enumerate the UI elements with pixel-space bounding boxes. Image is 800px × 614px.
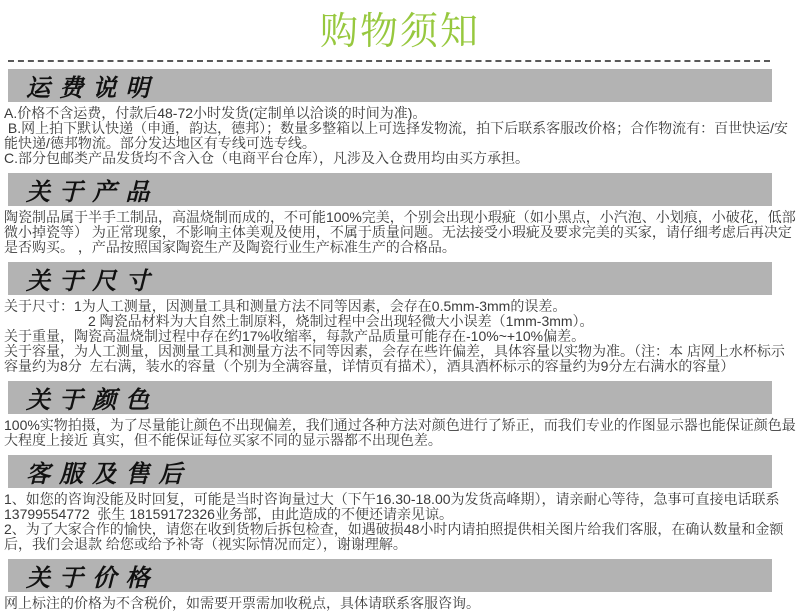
paragraph: 关于重量，陶瓷高温烧制过程中存在约17%收缩率，每款产品质量可能存在-10%~+10%偏差。: [4, 328, 586, 344]
section-price: [0, 559, 800, 611]
section-color-body: [0, 418, 800, 448]
section-service-heading: 客服及售后: [26, 462, 192, 488]
section-size-heading-bar: [8, 262, 772, 295]
paragraph: 陶瓷制品属于半手工制品，高温烧制而成的，不可能100%完美，个别会出现小瑕疵（如小黑点，小汽泡、小划痕，小破花，低部微小掉瓷等） 为正常现象，不影响主体美观及使用，不属于质量问题。无法接受小瑕疵及要求完美的买家，请仔细考虑后再决定是否购买。 ，产品按照国家陶瓷生产及陶瓷行业生产标准生产的合格品。: [4, 209, 796, 255]
paragraph: 关于尺寸：1为人工测量，因测量工具和测量方法不同等因素，会存在0.5mm-3mm的误差。: [4, 298, 567, 314]
section-product: [0, 173, 800, 255]
paragraph: 网上标注的价格为不含税价，如需要开票需加收税点，具体请联系客服咨询。: [4, 595, 480, 611]
section-price-body: [0, 596, 800, 611]
section-color-heading: 关于颜色: [26, 388, 159, 414]
section-service-heading-bar: [8, 455, 772, 488]
section-shipping-heading: 运费说明: [26, 76, 159, 102]
paragraph: 1、如您的咨询没能及时回复，可能是当时咨询量过大（下午16.30-18.00为发货高峰期），请亲耐心等待，急事可直接电话联系13799554772 张生 18159172326业务部，由此造成的不便还请亲见谅。: [4, 491, 780, 522]
section-color: [0, 381, 800, 448]
section-shipping-body: [0, 106, 800, 166]
section-service: [0, 455, 800, 552]
section-size: [0, 262, 800, 374]
section-price-heading-bar: [8, 559, 772, 592]
paragraph: 100%实物拍摄，为了尽量能让颜色不出现偏差，我们通过各种方法对颜色进行了矫正，而我们专业的作图显示器也能保证颜色最大程度上接近 真实，但不能保证每位买家不同的显示器都不出现色差。: [4, 417, 796, 448]
paragraph: B.网上拍下默认快递（申通，韵达，德邦）；数量多整箱以上可选择发物流，拍下后联系客服改价格；合作物流有：百世快运/安能快递/德邦物流。部分发达地区有专线可选专线。: [4, 120, 789, 151]
section-size-body: [0, 299, 800, 374]
page-title: 购物须知: [319, 9, 480, 53]
section-shipping: [0, 69, 800, 166]
paragraph: 关于容量，为人工测量，因测量工具和测量方法不同等因素，会存在些许偏差，具体容量以实物为准。（注：本 店网上水杯标示容量约为8分 左右满，装水的容量（个别为全满容量，详情页有描术），酒具酒杯标示的容量约为9分左右满水的容量）: [4, 343, 785, 374]
section-product-heading: 关于产品: [26, 180, 159, 206]
paragraph: A.价格不含运费，付款后48-72小时发货(定制单以洽谈的时间为准)。: [4, 105, 427, 121]
section-size-heading: 关于尺寸: [26, 269, 159, 295]
dashed-divider: [8, 60, 770, 62]
paragraph: C.部分包邮类产品发货均不含入仓（电商平台仓库），凡涉及入仓费用均由买方承担。: [4, 150, 529, 166]
section-service-body: [0, 492, 800, 552]
section-product-heading-bar: [8, 173, 772, 206]
section-product-body: [0, 210, 800, 255]
paragraph: 2、为了大家合作的愉快，请您在收到货物后拆包检查，如遇破损48小时内请拍照提供相关图片给我们客服，在确认数量和金额后，我们会退款 给您或给予补寄（视实际情况而定），谢谢理解。: [4, 521, 784, 552]
paragraph: 2 陶瓷品材料为大自然土制原料，烧制过程中会出现轻微大小误差（1mm-3mm）。: [4, 313, 594, 329]
section-price-heading: 关于价格: [26, 566, 159, 592]
section-shipping-heading-bar: [8, 69, 772, 102]
section-color-heading-bar: [8, 381, 772, 414]
